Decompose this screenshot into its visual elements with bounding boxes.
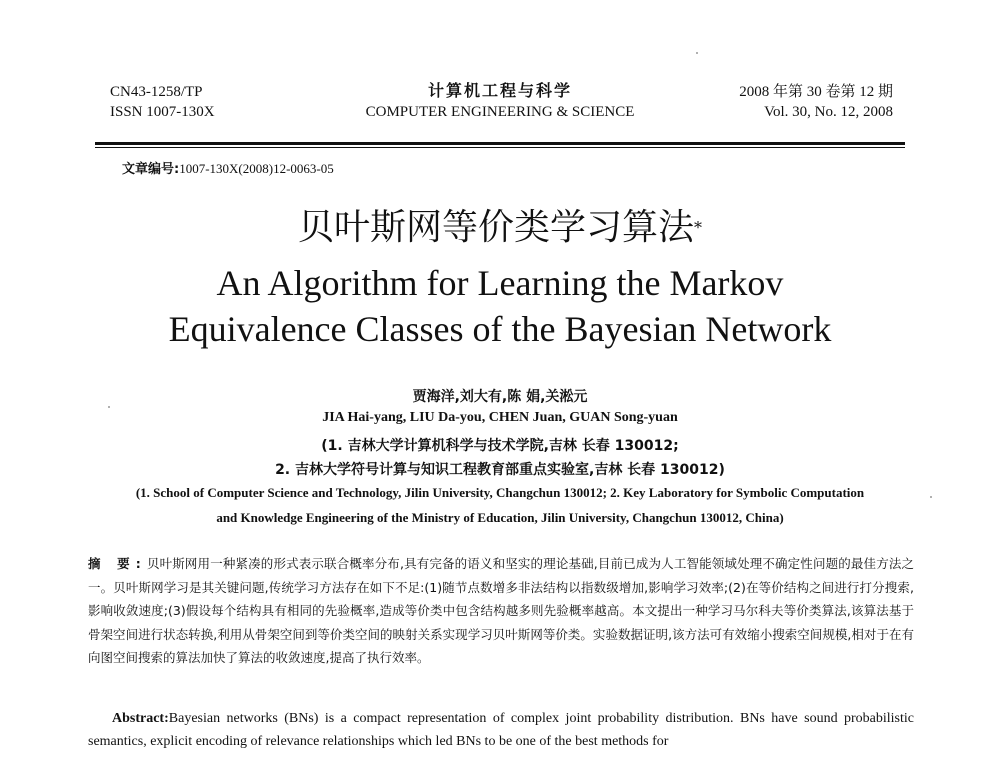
title-en: [0, 260, 1000, 352]
issue-info: [633, 82, 893, 122]
issn-code: ISSN 1007-130X: [110, 104, 215, 120]
journal-name-cn: 计算机工程与科学: [427, 83, 572, 100]
article-number: [122, 158, 334, 177]
abstract-cn: [88, 552, 914, 670]
affiliation-en-2: and Knowledge Engineering of the Ministry of Education, Jilin University, Changchun 130012, China): [216, 510, 784, 525]
header-rule-thick: [95, 142, 905, 145]
scan-speck: [696, 52, 698, 54]
affiliation-cn-1: (1. 吉林大学计算机科学与技术学院,吉林 长春 130012;: [321, 438, 679, 454]
title-en-line1: An Algorithm for Learning the Markov: [216, 263, 784, 303]
article-number-label: 文章编号:: [122, 162, 180, 177]
title-cn: [0, 206, 1000, 250]
authors-en: JIA Hai-yang, LIU Da-you, CHEN Juan, GUAN Song-yuan: [322, 410, 678, 425]
abstract-en: [88, 707, 914, 753]
issue-info-en: Vol. 30, No. 12, 2008: [764, 104, 893, 120]
journal-name-en: COMPUTER ENGINEERING & SCIENCE: [365, 104, 635, 120]
article-number-value: 1007-130X(2008)12-0063-05: [179, 161, 334, 176]
cn-code: CN43-1258/TP: [110, 84, 203, 100]
abstract-en-text: Bayesian networks (BNs) is a compact representation of complex joint probability distribution. BNs have sound probabilistic semantics, explicit encoding of relevance relationships which led BNs to be one of the best methods for: [88, 711, 914, 749]
title-en-line2: Equivalence Classes of the Bayesian Network: [168, 309, 832, 349]
issue-info-cn: 2008 年第 30 卷第 12 期: [739, 84, 893, 100]
affiliation-cn-2: 2. 吉林大学符号计算与知识工程教育部重点实验室,吉林 长春 130012): [275, 462, 725, 478]
affiliation-en-1: (1. School of Computer Science and Technology, Jilin University, Changchun 130012; 2. Key Laboratory for Symbolic Computation: [135, 485, 865, 500]
authors-cn: 贾海洋,刘大有,陈 娟,关淞元: [412, 389, 588, 405]
abstract-en-label: Abstract:: [112, 711, 169, 726]
abstract-cn-label: 摘 要:: [88, 556, 147, 571]
scan-speck: [930, 496, 932, 498]
header-rule-thin: [95, 147, 905, 148]
scan-speck: [108, 406, 110, 408]
abstract-cn-text: 贝叶斯网用一种紧凑的形式表示联合概率分布,具有完备的语义和坚实的理论基础,目前已成为人工智能领域处理不确定性问题的最佳方法之一。贝叶斯网学习是其关键问题,传统学习方法存在如下不足:(1)随节点数增多非法结构以指数级增加,影响学习效率;(2)在等价结构之间进行打分搜索,影响收敛速度;(3)假设每个结构具有相同的先验概率,造成等价类中包含结构越多则先验概率越高。本文提出一种学习马尔科夫等价类算法,该算法基于骨架空间进行状态转换,利用从骨架空间到等价类空间的映射关系实现学习贝叶斯网等价类。实验数据证明,该方法可有效缩小搜索空间规模,相对于在有向图空间搜索的算法加快了算法的收敛速度,提高了执行效率。: [88, 556, 915, 666]
title-cn-text: 贝叶斯网等价类学习算法: [297, 207, 694, 248]
title-footnote-mark: *: [694, 218, 702, 237]
